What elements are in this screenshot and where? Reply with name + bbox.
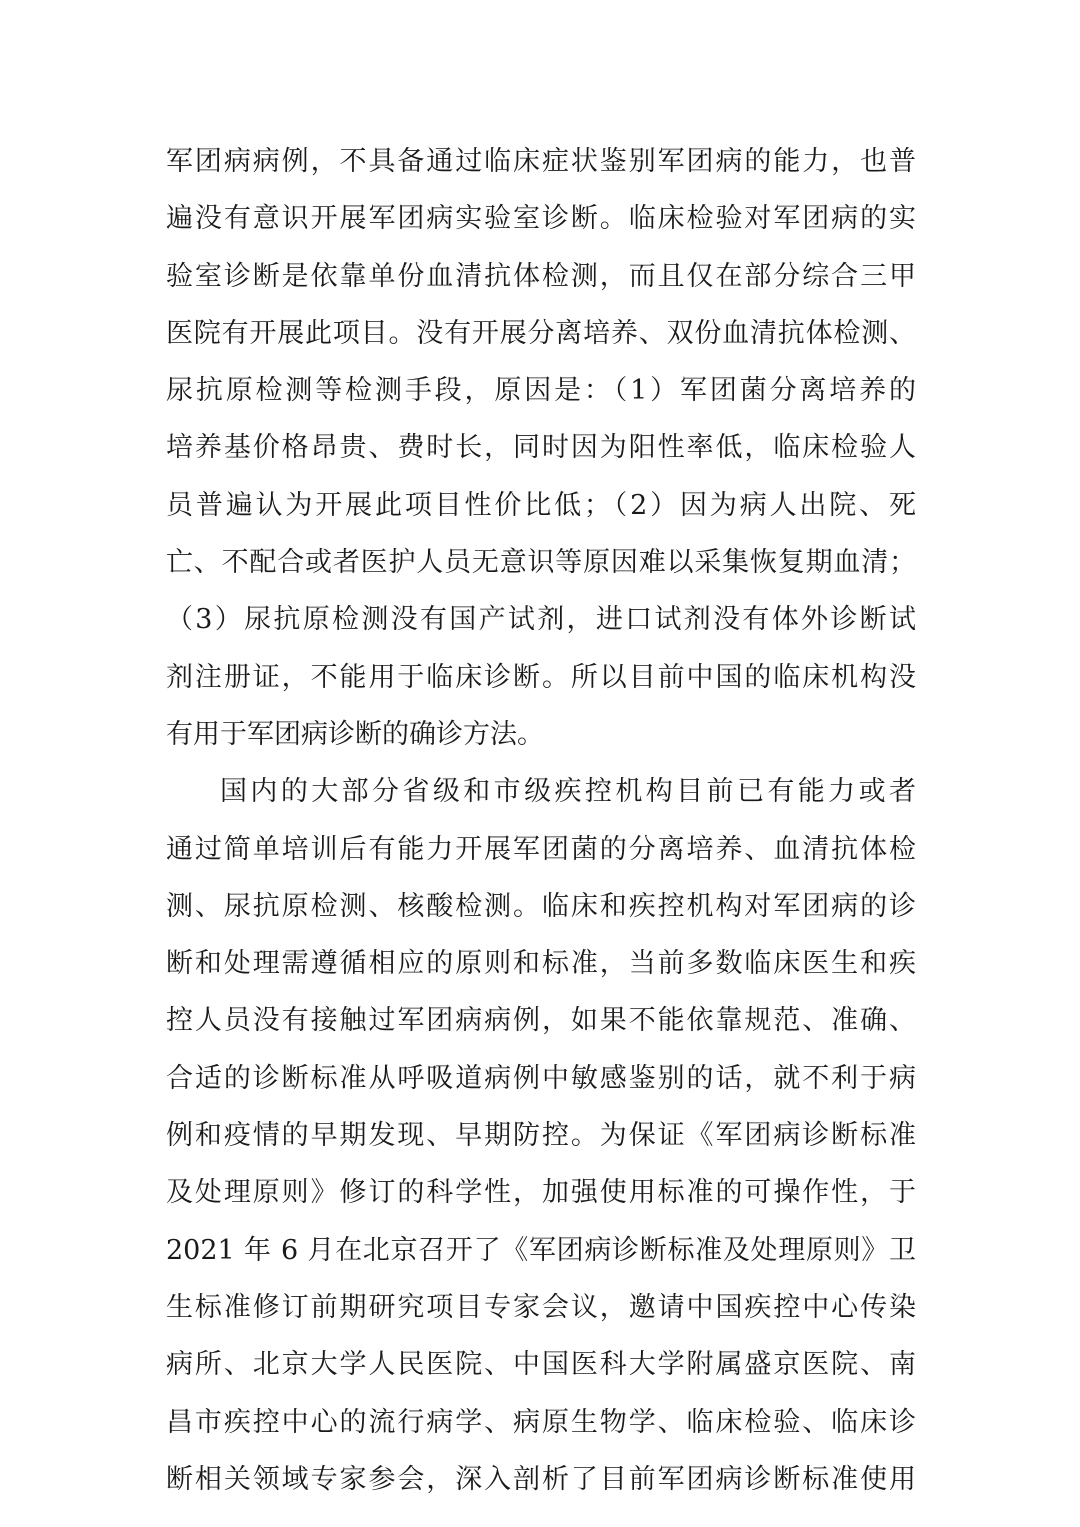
- text-line: 亡、不配合或者医护人员无意识等原因难以采集恢复期血清；: [166, 547, 916, 579]
- text-line: 断相关领域专家参会，深入剖析了目前军团病诊断标准使用: [166, 1463, 916, 1495]
- text-line: 控人员没有接触过军团病病例，如果不能依靠规范、准确、: [166, 1005, 916, 1037]
- text-line: 病所、北京大学人民医院、中国医科大学附属盛京医院、南: [166, 1349, 916, 1381]
- paragraph-2: [166, 763, 916, 1508]
- body-text: [166, 133, 916, 1508]
- text-line: 验室诊断是依靠单份血清抗体检测，而且仅在部分综合三甲: [166, 260, 916, 292]
- text-line: 培养基价格昂贵、费时长，同时因为阳性率低，临床检验人: [166, 432, 916, 464]
- text-line: 测、尿抗原检测、核酸检测。临床和疾控机构对军团病的诊: [166, 890, 916, 922]
- text-line: 员普遍认为开展此项目性价比低；（2）因为病人出院、死: [166, 489, 916, 521]
- text-line: 断和处理需遵循相应的原则和标准，当前多数临床医生和疾: [166, 948, 916, 980]
- text-line: 合适的诊断标准从呼吸道病例中敏感鉴别的话，就不利于病: [166, 1062, 916, 1094]
- text-line: 例和疫情的早期发现、早期防控。为保证《军团病诊断标准: [166, 1120, 916, 1152]
- text-line: 尿抗原检测等检测手段，原因是：（1）军团菌分离培养的: [166, 375, 916, 407]
- text-line: 医院有开展此项目。没有开展分离培养、双份血清抗体检测、: [166, 317, 916, 349]
- text-line: 2021 年 6 月在北京召开了《军团病诊断标准及处理原则》卫: [166, 1234, 916, 1266]
- text-line: 军团病病例，不具备通过临床症状鉴别军团病的能力，也普: [166, 146, 916, 177]
- text-line: 昌市疾控中心的流行病学、病原生物学、临床检验、临床诊: [166, 1406, 916, 1438]
- text-line: 生标准修订前期研究项目专家会议，邀请中国疾控中心传染: [166, 1291, 916, 1323]
- text-line: 遍没有意识开展军团病实验室诊断。临床检验对军团病的实: [166, 203, 916, 235]
- paragraph-1: [166, 133, 916, 763]
- text-line: （3）尿抗原检测没有国产试剂，进口试剂没有体外诊断试: [166, 604, 916, 636]
- text-line: 通过简单培训后有能力开展军团菌的分离培养、血清抗体检: [166, 833, 916, 865]
- text-line: 有用于军团病诊断的确诊方法。: [166, 718, 544, 750]
- text-line: 国内的大部分省级和市级疾控机构目前已有能力或者: [220, 776, 916, 808]
- text-line: 及处理原则》修订的科学性，加强使用标准的可操作性，于: [166, 1177, 916, 1209]
- text-line: 剂注册证，不能用于临床诊断。所以目前中国的临床机构没: [166, 661, 916, 693]
